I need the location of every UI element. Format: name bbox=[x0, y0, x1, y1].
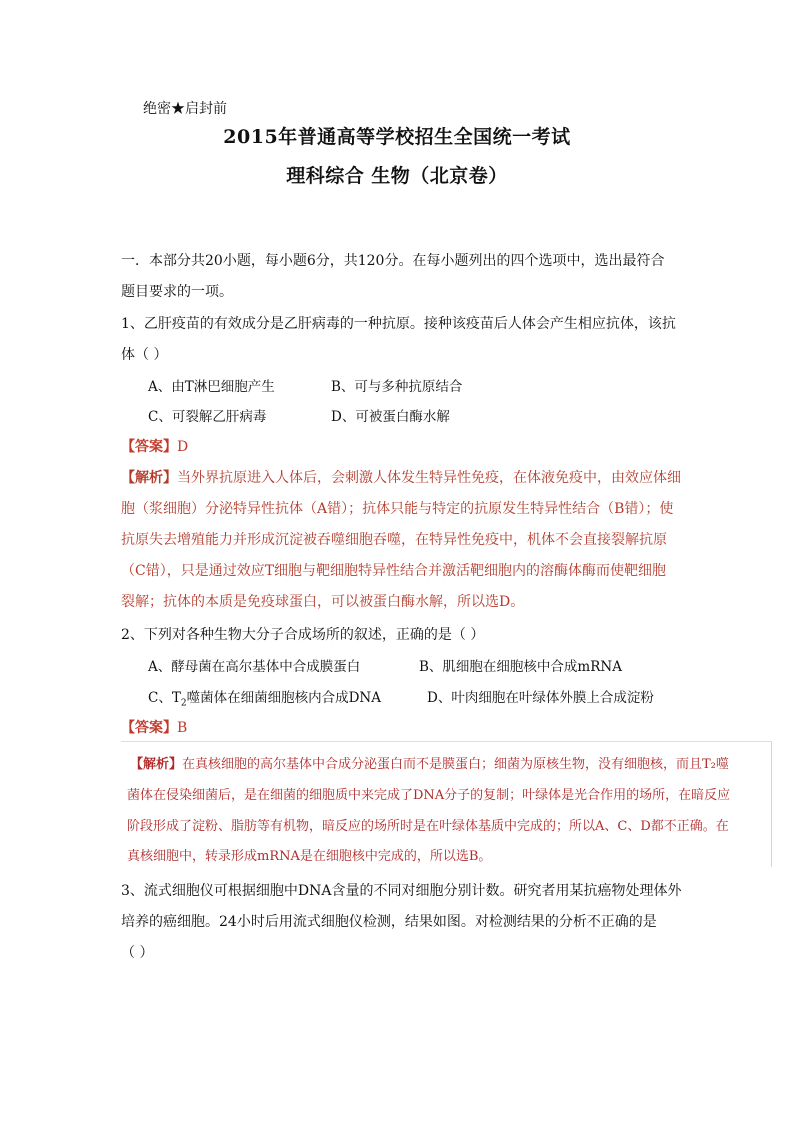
q1-stem-line2: 体（ ） bbox=[121, 347, 168, 363]
section-instructions-line1: 一．本部分共20小题，每小题6分，共120分。在每小题列出的四个选项中，选出最符合 bbox=[121, 253, 665, 269]
q1-explanation-text1: 当外界抗原进入人体后，会刺激人体发生特异性免疫，在体液免疫中，由效应体细 bbox=[177, 470, 681, 486]
q2-option-c-prefix: C、T bbox=[148, 690, 181, 706]
q2-option-d: D、叶肉细胞在叶绿体外膜上合成淀粉 bbox=[427, 690, 654, 706]
q2-option-c-text: 噬菌体在细菌细胞核内合成DNA bbox=[186, 690, 381, 706]
q1-explanation-line5: 裂解；抗体的本质是免疫球蛋白，可以被蛋白酶水解，所以选D。 bbox=[121, 594, 525, 610]
q2-answer bbox=[121, 717, 187, 737]
q1-explanation-line3: 抗原失去增殖能力并形成沉淀被吞噬细胞吞噬，在特异性免疫中，机体不会直接裂解抗原 bbox=[121, 532, 667, 548]
exam-title: 2015年普通高等学校招生全国统一考试 bbox=[223, 126, 571, 148]
q1-option-c: C、可裂解乙肝病毒 bbox=[148, 409, 267, 425]
confidential-mark: 绝密★启封前 bbox=[143, 101, 227, 117]
q1-option-b: B、可与多种抗原结合 bbox=[331, 379, 463, 395]
q2-stem: 2、下列对各种生物大分子合成场所的叙述，正确的是（ ） bbox=[121, 627, 485, 643]
q1-explanation-label: 【解析】 bbox=[121, 470, 177, 486]
q1-option-d: D、可被蛋白酶水解 bbox=[331, 409, 450, 425]
q2-answer-label: 【答案】 bbox=[121, 720, 177, 736]
q2-explanation-line3: 阶段形成了淀粉、脂肪等有机物，暗反应的场所时是在叶绿体基质中完成的；所以A、C、D都不正确。在 bbox=[127, 819, 729, 834]
q2-answer-value: B bbox=[177, 720, 188, 736]
q1-explanation-line4: （C错），只是通过效应T细胞与靶细胞特异性结合并激活靶细胞内的溶酶体酶而使靶细胞 bbox=[121, 563, 667, 579]
q1-stem-line1: 1、乙肝疫苗的有效成分是乙肝病毒的一种抗原。接种该疫苗后人体会产生相应抗体，该抗 bbox=[121, 316, 676, 332]
q1-option-a: A、由T淋巴细胞产生 bbox=[148, 379, 275, 395]
q2-option-b: B、肌细胞在细胞核中合成mRNA bbox=[419, 659, 622, 675]
q1-explanation-line1 bbox=[121, 467, 681, 487]
q3-stem-line1: 3、流式细胞仪可根据细胞中DNA含量的不同对细胞分别计数。研究者用某抗癌物处理体外 bbox=[121, 883, 682, 899]
q2-explanation-text1: 在真核细胞的高尔基体中合成分泌蛋白而不是膜蛋白；细菌为原核生物，没有细胞核，而且T₂噬 bbox=[182, 757, 729, 772]
q3-stem-line3: （ ） bbox=[121, 945, 154, 961]
q1-answer-value: D bbox=[177, 439, 189, 455]
q2-option-c bbox=[148, 686, 381, 709]
q2-explanation-line2: 菌体在侵染细菌后，是在细菌的细胞质中来完成了DNA分子的复制；叶绿体是光合作用的场所，在暗反应 bbox=[127, 788, 731, 803]
q3-stem-line2: 培养的癌细胞。24小时后用流式细胞仪检测，结果如图。对检测结果的分析不正确的是 bbox=[121, 914, 657, 930]
q2-explanation-line1 bbox=[130, 753, 729, 772]
exam-subtitle: 理科综合 生物（北京卷） bbox=[286, 165, 508, 187]
q1-answer bbox=[121, 436, 188, 456]
q2-explanation-line4: 真核细胞中，转录形成mRNA是在细胞核中完成的，所以选B。 bbox=[127, 849, 492, 864]
q1-answer-label: 【答案】 bbox=[121, 439, 177, 455]
q2-option-a: A、酵母菌在高尔基体中合成膜蛋白 bbox=[148, 659, 361, 675]
section-instructions-line2: 题目要求的一项。 bbox=[121, 284, 233, 300]
q2-option-c-subscript: 2 bbox=[180, 698, 187, 709]
q2-explanation-label: 【解析】 bbox=[130, 757, 183, 772]
q1-explanation-line2: 胞（浆细胞）分泌特异性抗体（A错）；抗体只能与特定的抗原发生特异性结合（B错）；使 bbox=[121, 501, 674, 517]
